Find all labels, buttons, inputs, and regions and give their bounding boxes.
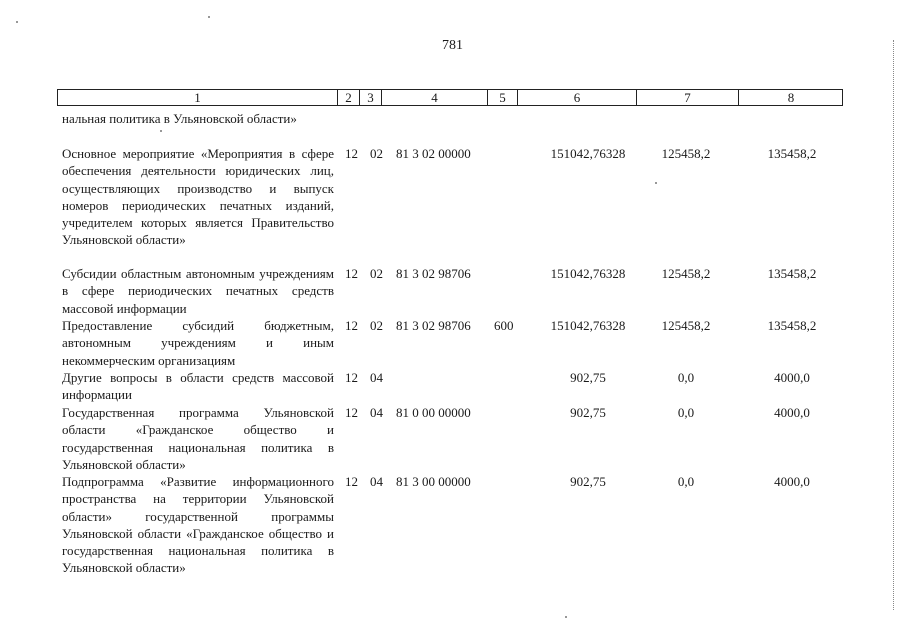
row-description: Основное мероприятие «Мероприятия в сфере обеспечения деятельности юридических лиц, осуществляющих производство и выпуск номеров периодических печатных изданий, учредителем которых является Правительство Ульяновской области»: [62, 146, 334, 248]
scan-speck: [16, 21, 18, 23]
row-section-code: 12: [345, 405, 358, 420]
row-amount-col7: 125458,2: [661, 266, 711, 281]
row-amount-col8: 135458,2: [767, 318, 817, 333]
row-subsection-code: 04: [370, 405, 383, 420]
scan-speck: [208, 16, 210, 18]
row-amount-col6: 902,75: [570, 474, 606, 489]
scan-speck: [565, 616, 567, 618]
row-amount-col8: 135458,2: [767, 266, 817, 281]
row-description: Субсидии областным автономным учреждениям в сфере периодических печатных средств массовой информации: [62, 266, 334, 316]
scan-speck: [655, 182, 657, 184]
row-target-article: 81 3 00 00000: [396, 474, 471, 489]
row-description: Предоставление субсидий бюджетным, автономным учреждениям и иным некоммерческим организациям: [62, 318, 334, 368]
table-header: [57, 89, 843, 106]
header-col-5: 5: [488, 90, 518, 105]
row-amount-col7: 0,0: [677, 405, 695, 420]
row-subsection-code: 02: [370, 318, 383, 333]
row-amount-col7: 125458,2: [661, 146, 711, 161]
row-subsection-code: 04: [370, 370, 383, 385]
header-col-1: 1: [58, 90, 338, 105]
row-amount-col6: 151042,76328: [550, 146, 626, 161]
row-amount-col8: 4000,0: [774, 474, 810, 489]
header-col-8: 8: [787, 90, 795, 105]
row-amount-col8: 4000,0: [774, 405, 810, 420]
row-subsection-code: 02: [370, 146, 383, 161]
row-amount-col6: 902,75: [570, 405, 606, 420]
row-amount-col7: 0,0: [677, 370, 695, 385]
row-amount-col8: 135458,2: [767, 146, 817, 161]
row-description: Другие вопросы в области средств массовой информации: [62, 370, 334, 403]
row-section-code: 12: [345, 266, 358, 281]
scan-speck: [160, 130, 162, 132]
row-section-code: 12: [345, 146, 358, 161]
row-amount-col7: 125458,2: [661, 318, 711, 333]
header-col-4: 4: [382, 90, 488, 105]
row-target-article: 81 0 00 00000: [396, 405, 471, 420]
row-target-article: 81 3 02 98706: [396, 266, 471, 281]
header-col-7: 7: [637, 90, 739, 105]
row-amount-col6: 151042,76328: [550, 318, 626, 333]
row-target-article: 81 3 02 98706: [396, 318, 471, 333]
header-col-3: 3: [360, 90, 382, 105]
row-section-code: 12: [345, 370, 358, 385]
row-amount-col7: 0,0: [677, 474, 695, 489]
row-description: Государственная программа Ульяновской области «Гражданское общество и государственная национальная политика в Ульяновской области»: [62, 405, 334, 472]
header-col-2: 2: [338, 90, 360, 105]
page-number: 781: [442, 38, 463, 53]
row-description: нальная политика в Ульяновской области»: [62, 111, 297, 126]
row-description: Подпрограмма «Развитие информационного пространства на территории Ульяновской области» государственной программы Ульяновской области «Гражданское общество и государственная национальная политика в Ульяновской области»: [62, 474, 334, 576]
row-section-code: 12: [345, 474, 358, 489]
row-amount-col8: 4000,0: [774, 370, 810, 385]
row-amount-col6: 151042,76328: [550, 266, 626, 281]
header-col-6: 6: [518, 90, 637, 105]
row-target-article: 81 3 02 00000: [396, 146, 471, 161]
row-subsection-code: 02: [370, 266, 383, 281]
row-subsection-code: 04: [370, 474, 383, 489]
row-amount-col6: 902,75: [570, 370, 606, 385]
scan-edge-line: [893, 40, 895, 610]
row-section-code: 12: [345, 318, 358, 333]
row-expense-type: 600: [494, 318, 514, 333]
